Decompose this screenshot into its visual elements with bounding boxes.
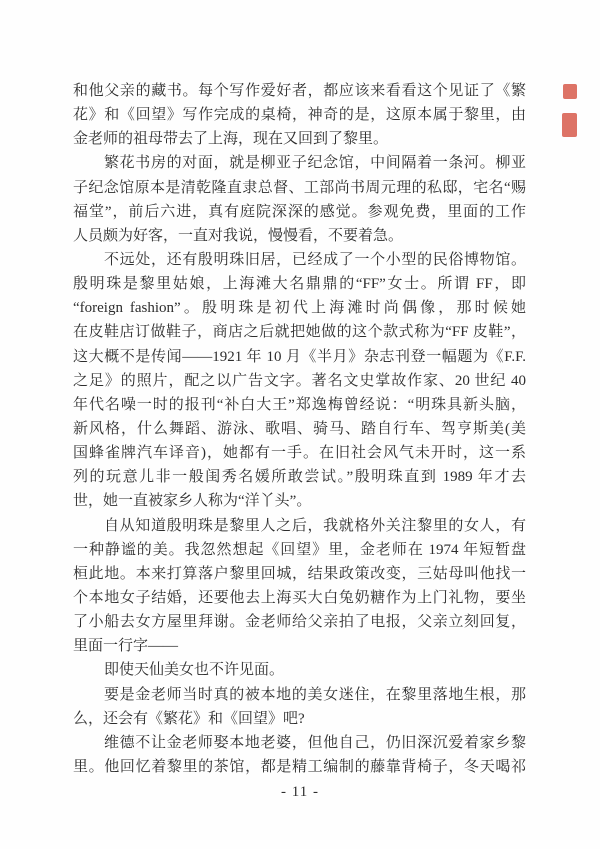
text-line-27: 么，还会有《繁花》和《回望》吧? <box>73 710 305 727</box>
text-line-6: 福堂”，前后六进，真有庭院深深的感觉。参观免费，里面的工作 <box>73 203 526 220</box>
text-line-9: 殷明珠是黎里姑娘，上海滩大名鼎鼎的“FF”女士。所谓 FF，即 <box>73 276 526 293</box>
text-line-18: 世，她一直被家乡人称为“洋丫头”。 <box>73 493 312 510</box>
text-line-13: 之足》的照片，配之以广告文字。著名文史掌故作家、20 世纪 40 <box>73 372 526 389</box>
text-line-17: 列的玩意儿非一般闺秀名媛所敢尝试。”殷明珠直到 1989 年才去 <box>73 469 526 486</box>
text-line-5: 子纪念馆原本是清乾隆直隶总督、工部尚书周元理的私邸，宅名“赐 <box>73 179 526 196</box>
text-line-19: 自从知道殷明珠是黎里人之后，我就格外关注黎里的女人，有 <box>104 517 526 534</box>
body-text-block <box>73 79 526 779</box>
text-line-21: 桓此地。本来打算落户黎里回城，结果政策改变，三姑母叫他找一 <box>73 565 526 582</box>
text-line-25: 即使天仙美女也不许见面。 <box>104 662 285 679</box>
text-line-23: 了小船去女方屋里拜谢。金老师给父亲拍了电报，父亲立刻回复， <box>73 614 526 631</box>
text-line-11: 在皮鞋店订做鞋子，商店之后就把她做的这个款式称为“FF 皮鞋”， <box>73 324 526 341</box>
text-line-2: 花》和《回望》写作完成的桌椅，神奇的是，这原本属于黎里，由 <box>73 107 526 124</box>
text-line-20: 一种静谧的美。我忽然想起《回望》里，金老师在 1974 年短暂盘 <box>73 541 526 558</box>
text-line-12: 这大概不是传闻——1921 年 10 月《半月》杂志刊登一幅题为《F.F. <box>73 348 526 365</box>
page-number: - 11 - <box>281 784 319 800</box>
text-line-1: 和他父亲的藏书。每个写作爱好者，都应该来看看这个见证了《繁 <box>73 83 526 99</box>
text-line-22: 个本地女子结婚，还要他去上海买大白兔奶糖作为上门礼物，要坐 <box>73 589 526 606</box>
text-line-26: 要是金老师当时真的被本地的美女迷住，在黎里落地生根，那 <box>104 686 526 703</box>
red-seal-mark-bottom <box>562 113 577 137</box>
text-line-15: 新风格，什么舞蹈、游泳、歌唱、骑马、踏自行车、驾亨斯美(美 <box>73 420 526 437</box>
text-line-7: 人员颇为好客，一直对我说，慢慢看，不要着急。 <box>73 227 404 244</box>
red-seal-mark-top <box>563 84 577 99</box>
text-line-4: 繁花书房的对面，就是柳亚子纪念馆，中间隔着一条河。柳亚 <box>104 155 526 172</box>
text-line-24: 里面一行字—— <box>73 638 179 655</box>
text-line-8: 不远处，还有殷明珠旧居，已经成了一个小型的民俗博物馆。 <box>104 251 526 268</box>
text-line-14: 年代名噪一时的报刊“补白大王”郑逸梅曾经说：“明珠具新头脑， <box>73 396 526 413</box>
text-line-29: 里。他回忆着黎里的茶馆，都是精工编制的藤靠背椅子，冬天喝祁 <box>73 758 526 775</box>
text-line-28: 维德不让金老师娶本地老婆，但他自己，仍旧深沉爱着家乡黎 <box>104 734 526 751</box>
text-line-10: “foreign fashion”。殷明珠是初代上海滩时尚偶像，那时候她 <box>73 300 526 317</box>
text-line-16: 国蜂雀牌汽车译音)，她都有一手。在旧社会风气未开时，这一系 <box>73 445 526 462</box>
text-line-3: 金老师的祖母带去了上海，现在又回到了黎里。 <box>73 131 389 148</box>
